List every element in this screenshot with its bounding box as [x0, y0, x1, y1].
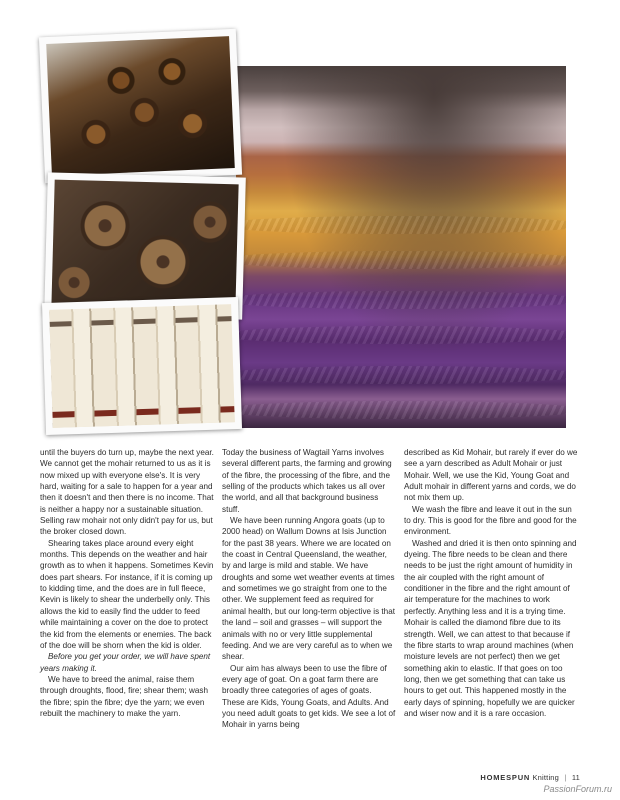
paragraph: until the buyers do turn up, maybe the next year. We cannot get the mohair returned to us as it is now mixed up with everyone else's. It is very hard, waiting for a sale to happen for a year and then it doesn't and then there is no income. That is neither a happy nor a sustainable situation. Selling raw mohair not only didn't pay for us, but the broker closed down.	[40, 448, 214, 537]
yarn-skeins-photo	[236, 66, 566, 428]
paragraph: Today the business of Wagtail Yarns involves several different parts, the farming and growing of the fibre, the processing of the fibre, and the selling of the products which takes us all over the world, and all that background business stuff.	[222, 448, 392, 514]
pull-quote: Before you get your order, we will have spent years making it.	[40, 652, 211, 673]
yarn-texture	[236, 251, 566, 269]
paragraph: Our aim has always been to use the fibre of every age of goat. On a goat farm there are broadly three categories of ages of goats. These are Kids, Young Goats, and Adults. And you need adult goats to get kids. We see a lot of Mohair in yarns being	[222, 663, 396, 730]
paragraph: We wash the fibre and leave it out in the sun to dry. This is good for the fibre and good for the environment.	[404, 504, 577, 537]
paragraph: We have been running Angora goats (up to 2000 head) on Wallum Downs at Isis Junction for the past 38 years. Where we are located on the coast in Central Queensland, the weather, by and large is mild and stable. We have droughts and some wet weather events at times and sometimes we go straight from one to the other. We supplement feed as required for animal health, but our long-term objective is that the land – soil and grasses – will support the animals with no or very little supplemental feeding. And we are very careful as to when we shear.	[222, 516, 395, 662]
paragraph: Washed and dried it is then onto spinning and dyeing. The fibre needs to be clean and there needs to be just the right amount of humidity in the air coupled with the right amount of conditioner in the fibre and the right amount of air temperature for the machines to work perfectly. Anything less and it is a trying time. Mohair is called the diamond fibre due to its strength. Well, we can attest to that because if the fibre starts to wrap around machines (when moisture levels are not perfect) then we get something akin to elastic. If that goes on too long, then we get something that can take us hours to get out. This happened mostly in the early days of spinning, hopefully we are quicker and wiser now and it is a rare occasion.	[404, 538, 577, 718]
paragraph: Shearing takes place around every eight months. This depends on the weather and hair growth as to when it happens. Sometimes Kevin does part shears. For instance, if it is coming up to kidding time, and the does are in full fleece, Kevin is likely to shear the underbelly only. This allows the kid to easily find the udder to feed while maintaining a cover on the doe to protect the kid from the elements or enemies. The back of the doe will be shorn when the kid is older.	[40, 538, 214, 650]
text-column-3	[404, 447, 578, 719]
paragraph: We have to breed the animal, raise them through droughts, flood, fire; shear them; wash the fibre; spin the fibre; dye the yarn; we even rebuilt the machinery to make the yarn.	[40, 674, 209, 718]
magazine-section: Knitting	[532, 773, 560, 782]
footer-divider: |	[564, 773, 567, 782]
yarn-texture	[236, 401, 566, 419]
paragraph: described as Kid Mohair, but rarely if ever do we see a yarn described as Adult Mohair or just Mohair. Well, we use the Kid, Young Goat and Adult mohair in different yarns and cords, we do not mix them up.	[404, 448, 578, 503]
yarn-texture	[236, 366, 566, 384]
cones-image	[49, 304, 235, 428]
bobbins-photo	[39, 29, 242, 183]
yarn-cones-photo	[42, 297, 242, 435]
bobbins-image	[46, 36, 235, 176]
yarn-texture	[236, 326, 566, 344]
text-column-1	[40, 447, 214, 719]
text-column-2	[222, 447, 396, 731]
yarn-texture	[236, 216, 566, 234]
watermark: PassionForum.ru	[543, 784, 612, 794]
gears-image	[51, 180, 238, 313]
page-number: 11	[571, 773, 580, 782]
yarn-texture	[236, 291, 566, 309]
magazine-brand: HOMESPUN	[480, 773, 531, 782]
page-footer	[400, 773, 580, 782]
